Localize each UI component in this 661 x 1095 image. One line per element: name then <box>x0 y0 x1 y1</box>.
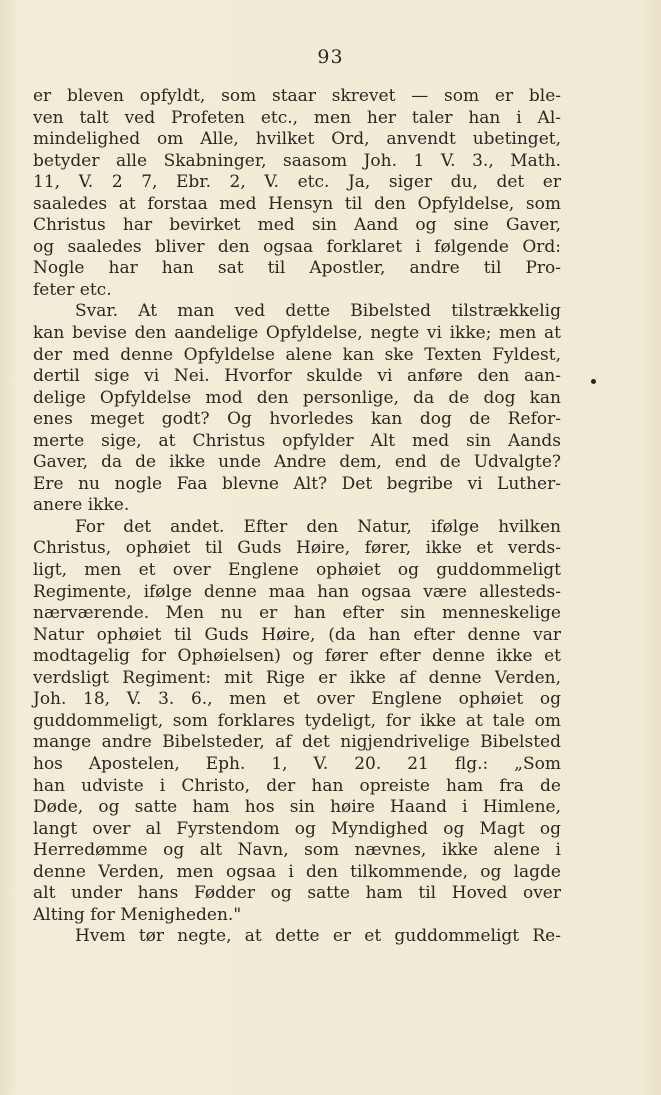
text-line: der med denne Opfyldelse alene kan ske Texten Fyldest, <box>33 344 561 365</box>
text-line: guddommeligt, som forklares tydeligt, for ikke at tale om <box>33 710 561 731</box>
text-line: ligt, men et over Englene ophøiet og guddommeligt <box>33 560 561 581</box>
text-line: Christus har bevirket med sin Aand og sine Gaver, <box>33 215 561 236</box>
text-line: Herredømme og alt Navn, som nævnes, ikke alene i <box>33 840 561 861</box>
text-line: feter etc. <box>33 279 112 300</box>
text-line: Nogle har han sat til Apostler, andre til Pro- <box>33 258 561 279</box>
text-line: enes meget godt? Og hvorledes kan dog de Refor- <box>33 409 561 430</box>
text-line: merte sige, at Christus opfylder Alt med sin Aands <box>33 430 561 451</box>
text-line: anere ikke. <box>33 495 130 516</box>
text-line: alt under hans Fødder og satte ham til Hoved over <box>33 883 561 904</box>
text-line: ven talt ved Profeten etc., men her taler han i Al- <box>33 107 561 128</box>
text-line: og saaledes bliver den ogsaa forklaret i følgende Ord: <box>33 236 561 257</box>
text-line: Christus, ophøiet til Guds Høire, fører, ikke et verds- <box>33 538 561 559</box>
text-line: verdsligt Regiment: mit Rige er ikke af denne Verden, <box>33 667 561 688</box>
text-line: Alting for Menigheden." <box>33 904 242 925</box>
text-line: Gaver, da de ikke unde Andre dem, end de Udvalgte? <box>33 452 561 473</box>
text-line: Svar. At man ved dette Bibelsted tilstrækkelig <box>75 301 561 322</box>
text-line: Hvem tør negte, at dette er et guddommeligt Re- <box>75 926 561 947</box>
text-line: dertil sige vi Nei. Hvorfor skulde vi anføre den aan- <box>33 366 561 387</box>
text-line: nærværende. Men nu er han efter sin menneskelige <box>33 603 561 624</box>
page-number: 93 <box>317 46 344 68</box>
text-line: saaledes at forstaa med Hensyn til den Opfyldelse, som <box>33 193 561 214</box>
text-line: 11, V. 2 7, Ebr. 2, V. etc. Ja, siger du, det er <box>33 172 561 193</box>
text-line: Regimente, ifølge denne maa han ogsaa være allesteds- <box>33 581 561 602</box>
text-line: Joh. 18, V. 3. 6., men et over Englene ophøiet og <box>33 689 561 710</box>
text-line: han udviste i Christo, der han opreiste ham fra de <box>33 775 561 796</box>
text-line: denne Verden, men ogsaa i den tilkommende, og lagde <box>33 861 561 882</box>
text-line: kan bevise den aandelige Opfyldelse, negte vi ikke; men at <box>33 323 561 344</box>
text-line: betyder alle Skabninger, saasom Joh. 1 V. 3., Math. <box>33 150 561 171</box>
text-line: Natur ophøiet til Guds Høire, (da han efter denne var <box>33 624 561 645</box>
text-line: For det andet. Efter den Natur, ifølge hvilken <box>75 516 561 537</box>
text-line: modtagelig for Ophøielsen) og fører efter denne ikke et <box>33 646 561 667</box>
text-line: er bleven opfyldt, som staar skrevet — som er ble- <box>33 86 561 106</box>
text-line: Døde, og satte ham hos sin høire Haand i Himlene, <box>33 797 561 818</box>
text-line: mindelighed om Alle, hvilket Ord, anvendt ubetinget, <box>33 129 561 150</box>
text-line: Ere nu nogle Faa blevne Alt? Det begribe vi Luther- <box>33 473 561 494</box>
text-line: hos Apostelen, Eph. 1, V. 20. 21 flg.: „Som <box>33 753 561 774</box>
text-line: delige Opfyldelse mod den personlige, da de dog kan <box>33 387 561 408</box>
ink-speck <box>591 379 596 384</box>
body-text <box>33 86 561 948</box>
text-line: mange andre Bibelsteder, af det nigjendrivelige Bibelsted <box>33 732 561 753</box>
text-line: langt over al Fyrstendom og Myndighed og Magt og <box>33 818 561 839</box>
